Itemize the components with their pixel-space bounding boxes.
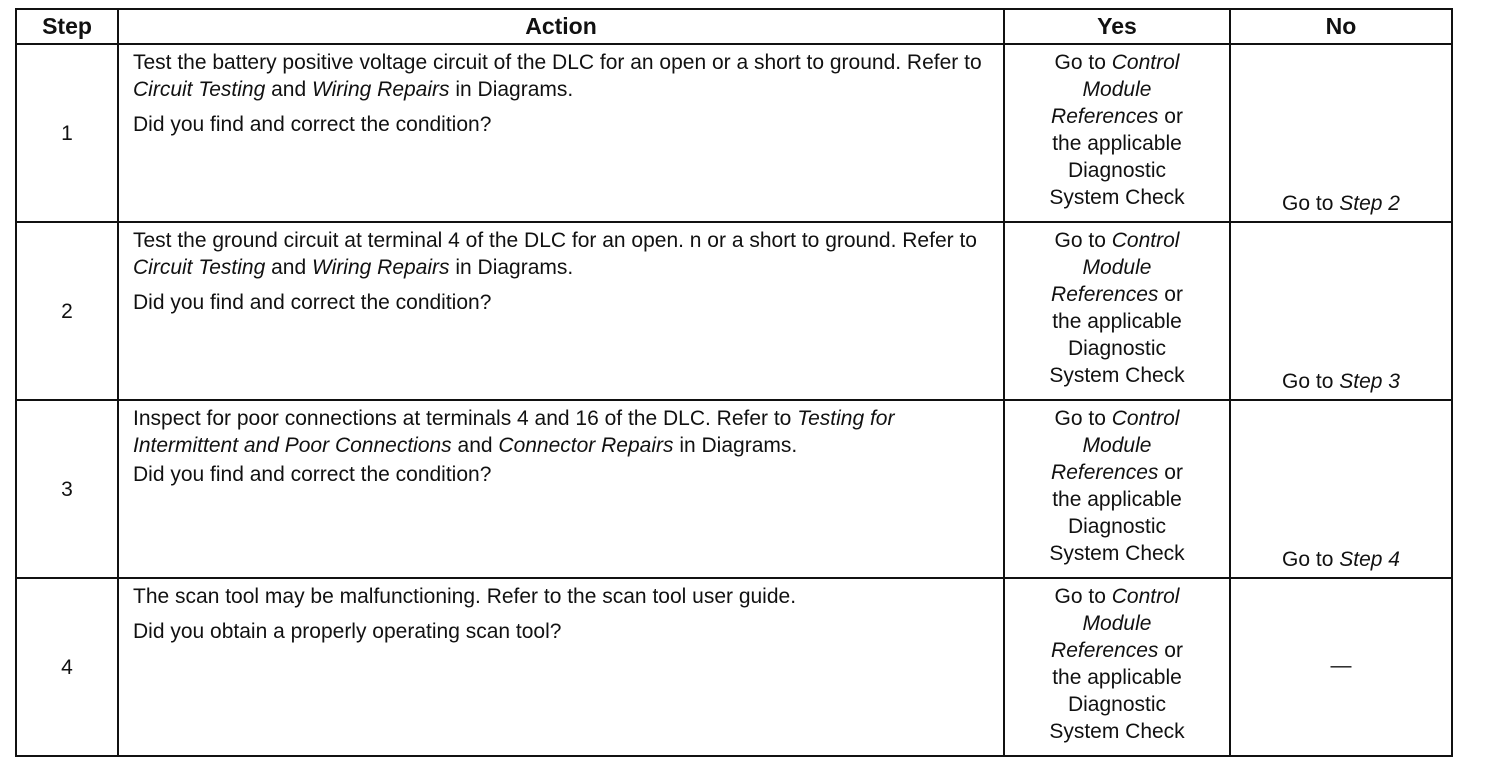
diagnostic-table xyxy=(15,8,1453,757)
action-question: Did you obtain a properly operating scan tool? xyxy=(133,620,562,643)
step-reference: Step 4 xyxy=(1339,548,1400,571)
reference-circuit-testing: Circuit Testing xyxy=(133,256,266,279)
action-question: Did you find and correct the condition? xyxy=(133,113,492,136)
step-number: 1 xyxy=(16,44,118,222)
yes-cell: Go to Control Module References or the applicable Diagnostic System Check xyxy=(1004,400,1230,578)
action-question: Did you find and correct the condition? xyxy=(133,463,492,486)
header-action: Action xyxy=(118,9,1004,44)
reference-wiring-repairs: Wiring Repairs xyxy=(312,78,450,101)
action-instruction: Inspect for poor connections at terminals 4 and 16 of the DLC. Refer to Testing for Intermittent and Poor Connections and Connector Repairs in Diagrams. xyxy=(133,407,895,457)
action-instruction: Test the battery positive voltage circuit of the DLC for an open or a short to ground. Refer to Circuit Testing and Wiring Repairs in Diagrams. xyxy=(133,51,982,101)
yes-cell: Go to Control Module References or the applicable Diagnostic System Check xyxy=(1004,44,1230,222)
action-instruction: Test the ground circuit at terminal 4 of the DLC for an open. n or a short to ground. Refer to Circuit Testing and Wiring Repairs in Diagrams. xyxy=(133,229,977,279)
no-cell: Go to Step 3 xyxy=(1230,222,1452,400)
header-row xyxy=(16,9,1452,44)
yes-cell: Go to Control Module References or the applicable Diagnostic System Check xyxy=(1004,222,1230,400)
action-cell xyxy=(118,44,1004,222)
table-row xyxy=(16,400,1452,578)
header-no: No xyxy=(1230,9,1452,44)
reference-connector-repairs: Connector Repairs xyxy=(498,434,674,457)
reference-testing-intermittent: Testing for Intermittent and Poor Connections xyxy=(133,407,895,457)
reference-wiring-repairs: Wiring Repairs xyxy=(312,256,450,279)
table-row xyxy=(16,222,1452,400)
no-cell: Go to Step 4 xyxy=(1230,400,1452,578)
action-cell xyxy=(118,578,1004,756)
action-cell xyxy=(118,222,1004,400)
action-instruction: The scan tool may be malfunctioning. Refer to the scan tool user guide. xyxy=(133,585,797,608)
table-row xyxy=(16,44,1452,222)
table-row xyxy=(16,578,1452,756)
header-step: Step xyxy=(16,9,118,44)
reference-circuit-testing: Circuit Testing xyxy=(133,78,266,101)
step-number: 2 xyxy=(16,222,118,400)
no-cell: Go to Step 2 xyxy=(1230,44,1452,222)
step-number: 3 xyxy=(16,400,118,578)
action-question: Did you find and correct the condition? xyxy=(133,291,492,314)
action-cell xyxy=(118,400,1004,578)
step-reference: Step 3 xyxy=(1339,370,1400,393)
step-number: 4 xyxy=(16,578,118,756)
step-reference: Step 2 xyxy=(1339,192,1400,215)
no-cell-dash: — xyxy=(1230,578,1452,756)
yes-cell: Go to Control Module References or the applicable Diagnostic System Check xyxy=(1004,578,1230,756)
header-yes: Yes xyxy=(1004,9,1230,44)
